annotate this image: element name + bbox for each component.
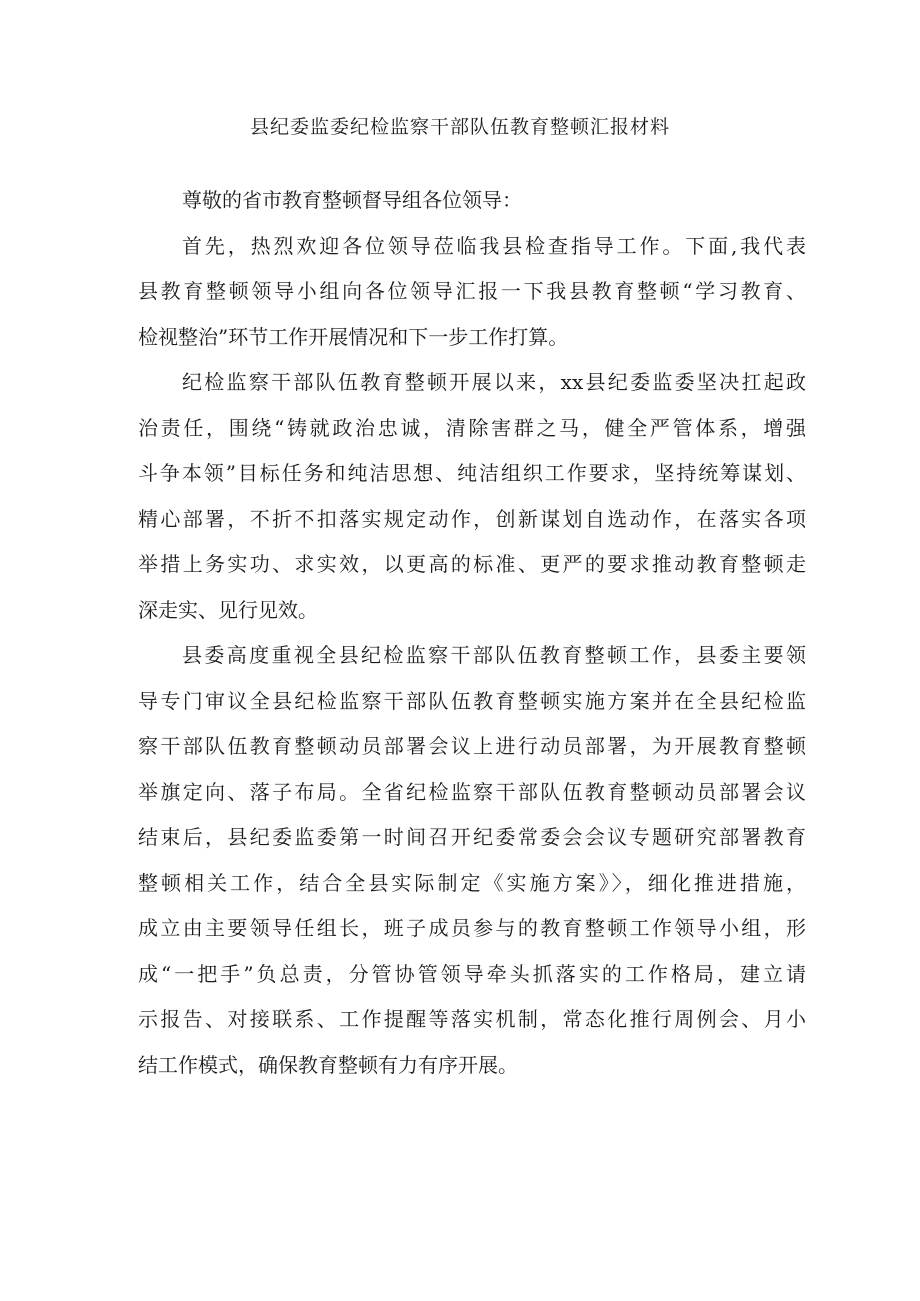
paragraph-line: 县委高度重视全县纪检监察干部队伍教育整顿工作，县委主要领 [182, 643, 806, 667]
paragraph-line: 深走实、见行见效。 [138, 597, 318, 622]
salutation-paragraph [138, 178, 806, 224]
paragraph-line: 结束后，县纪委监委第一时间召开纪委常委会会议专题研究部署教育 [138, 825, 806, 849]
document-title: 县纪委监委纪检监察干部队伍教育整顿汇报材料 [249, 116, 670, 138]
paragraph-line: 结工作模式，确保教育整顿有力有序开展。 [138, 1052, 518, 1077]
paragraph-line: 治责任，围绕“铸就政治忠诚，清除害群之马，健全严管体系，增强 [138, 415, 806, 440]
paragraph-line: 斗争本领”目标任务和纯洁思想、纯洁组织工作要求，坚持统筹谋划、 [138, 461, 806, 485]
paragraph-line: 首先，热烈欢迎各位领导莅临我县检查指导工作。下面,我代表 [182, 233, 806, 258]
paragraph-line: 举旗定向、落子布局。全省纪检监察干部队伍教育整顿动员部署会议 [138, 779, 806, 804]
paragraph-line: 成立由主要领导任组长，班子成员参与的教育整顿工作领导小组，形 [138, 916, 806, 940]
document-body [138, 178, 806, 1088]
paragraph-line: 纪检监察干部队伍教育整顿开展以来，xx县纪委监委坚决扛起政 [182, 370, 806, 394]
paragraph-line: 检视整治”环节工作开展情况和下一步工作打算。 [138, 324, 569, 349]
paragraph-line: 察干部队伍教育整顿动员部署会议上进行动员部署，为开展教育整顿 [138, 734, 806, 758]
leadership-paragraph [138, 633, 806, 1088]
overview-paragraph [138, 360, 806, 633]
intro-paragraph [138, 224, 806, 361]
paragraph-line: 精心部署，不折不扣落实规定动作，创新谋划自选动作，在落实各项 [138, 506, 806, 531]
paragraph-line: 尊敬的省市教育整顿督导组各位领导： [182, 188, 522, 212]
paragraph-line: 县教育整顿领导小组向各位领导汇报一下我县教育整顿“学习教育、 [138, 279, 806, 303]
paragraph-line: 整顿相关工作，结合全县实际制定《实施方案》〉，细化推进措施， [138, 870, 806, 895]
paragraph-line: 成“一把手”负总责，分管协管领导牵头抓落实的工作格局，建立请 [138, 961, 806, 986]
paragraph-line: 导专门审议全县纪检监察干部队伍教育整顿实施方案并在全县纪检监 [138, 688, 806, 713]
paragraph-line: 示报告、对接联系、工作提醒等落实机制，常态化推行周例会、月小 [138, 1007, 806, 1031]
paragraph-line: 举措上务实功、求实效，以更高的标准、更严的要求推动教育整顿走 [138, 552, 806, 576]
